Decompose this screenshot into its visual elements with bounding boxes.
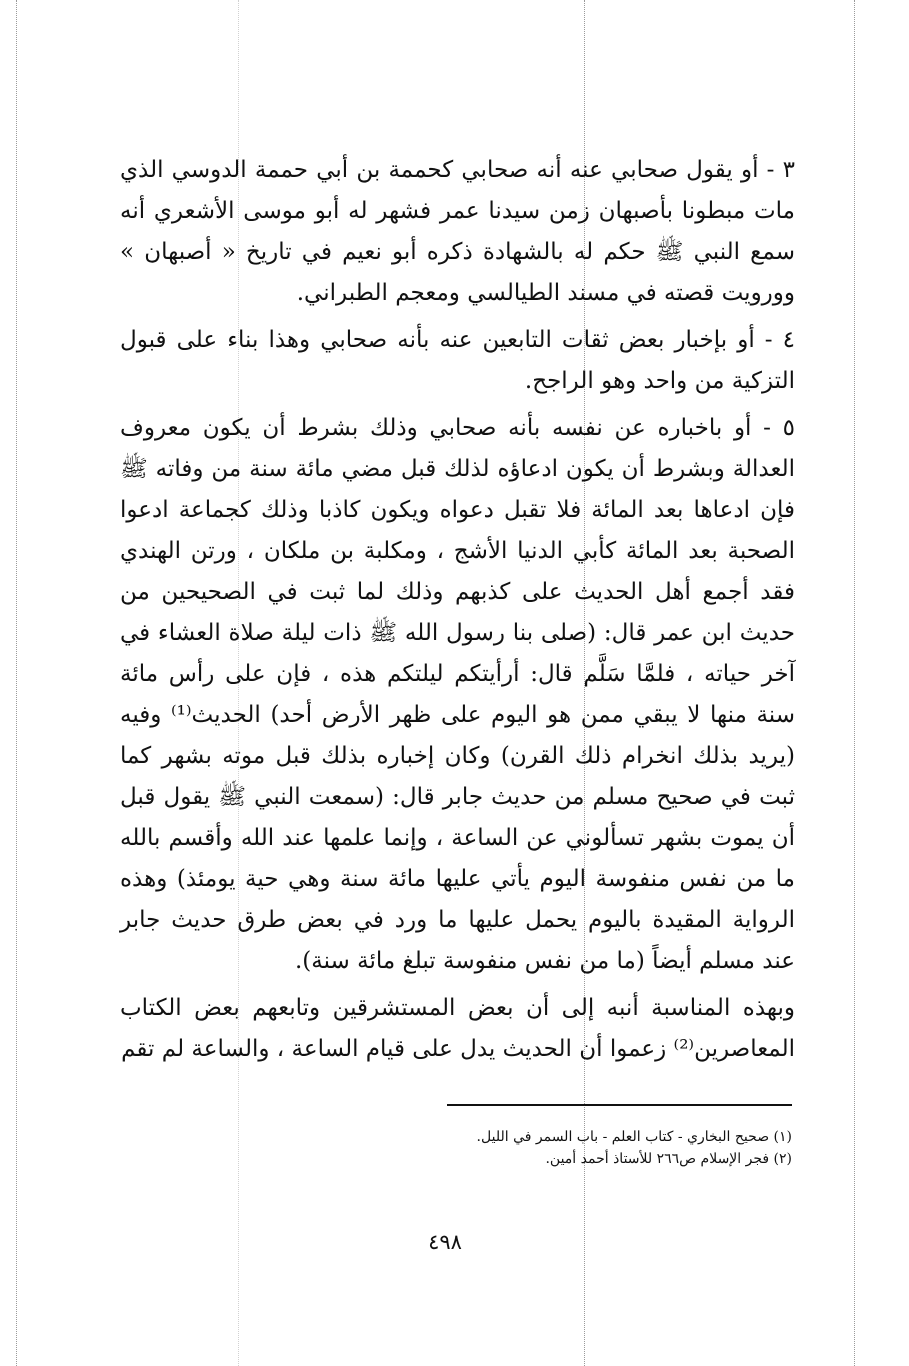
footnote-separator	[447, 1104, 792, 1106]
page-body	[120, 150, 795, 1076]
scan-artifact-line	[854, 0, 855, 1366]
paragraph-3: ٣ - أو يقول صحابي عنه أنه صحابي كحممة بن أبي حممة الدوسي الذي مات مبطونا بأصبهان زمن سيدنا عمر فشهر له أبو موسى الأشعري أنه سمع النبي ﷺ حكم له بالشهادة ذكره أبو نعيم في تاريخ « أصبهان » وورويت قصته في مسند الطيالسي ومعجم الطبراني.	[120, 157, 795, 306]
paragraph-note: وبهذه المناسبة أنبه إلى أن بعض المستشرقين وتابعهم بعض الكتاب المعاصرين⁽²⁾ زعموا أن الحديث يدل على قيام الساعة ، والساعة لم تقم	[120, 995, 795, 1062]
footnote-2: (٢) فجر الإسلام ص٢٦٦ للأستاذ أحمد أمين.	[545, 1151, 792, 1167]
paragraph-4: ٤ - أو بإخبار بعض ثقات التابعين عنه بأنه صحابي وهذا بناء على قبول التزكية من واحد وهو الراجح.	[120, 327, 795, 394]
page-number: ٤٩٨	[428, 1230, 462, 1254]
footnote-1: (١) صحيح البخاري - كتاب العلم - باب السمر في الليل.	[476, 1129, 792, 1145]
scan-artifact-line	[16, 0, 17, 1366]
footnotes	[300, 1126, 792, 1170]
paragraph-5: ٥ - أو باخباره عن نفسه بأنه صحابي وذلك بشرط أن يكون معروف العدالة وبشرط أن يكون ادعاؤه لذلك قبل مضي مائة سنة من وفاته ﷺ فإن ادعاها بعد المائة فلا تقبل دعواه ويكون كاذبا وذلك كجماعة ادعوا الصحبة بعد المائة كأبي الدنيا الأشج ، ومكلبة بن ملكان ، ورتن الهندي فقد أجمع أهل الحديث على كذبهم وذلك لما ثبت في الصحيحين من حديث ابن عمر قال: (صلى بنا رسول الله ﷺ ذات ليلة صلاة العشاء في آخر حياته ، فلمَّا سَلَّم قال: أرأيتكم ليلتكم هذه ، فإن على رأس مائة سنة منها لا يبقي ممن هو اليوم على ظهر الأرض أحد) الحديث⁽¹⁾ وفيه (يريد بذلك انخرام ذلك القرن) وكان إخباره بذلك قبل موته بشهر كما ثبت في صحيح مسلم من حديث جابر قال: (سمعت النبي ﷺ يقول قبل أن يموت بشهر تسألوني عن الساعة ، وإنما علمها عند الله وأقسم بالله ما من نفس منفوسة اليوم يأتي عليها مائة سنة وهي حية يومئذ) وهذه الرواية المقيدة باليوم يحمل عليها ما ورد في بعض طرق حديث جابر عند مسلم أيضاً (ما من نفس منفوسة تبلغ مائة سنة).	[120, 415, 795, 974]
